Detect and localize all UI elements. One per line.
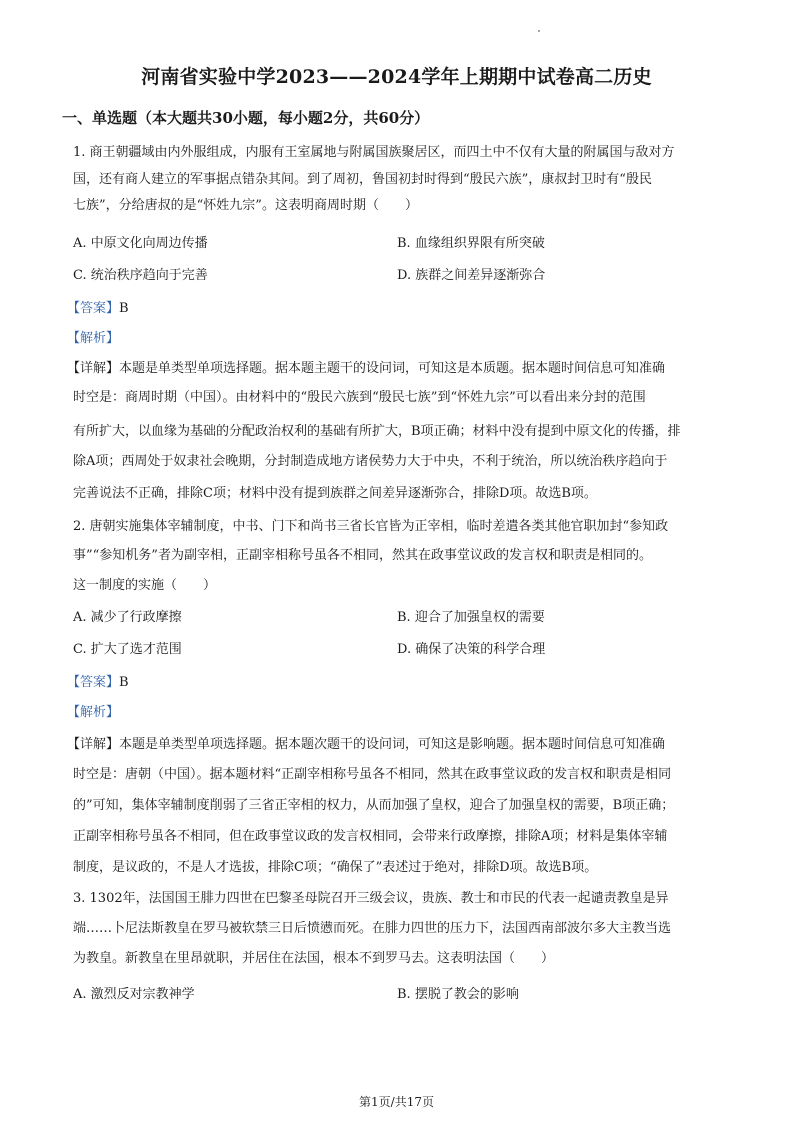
- q3-stem-line: 端……卜尼法斯教皇在罗马被软禁三日后愤懑而死。在腓力四世的压力下，法国西南部波尔多大主教当选: [73, 921, 672, 936]
- q2-option-d: D. 确保了决策的科学合理: [397, 642, 546, 657]
- q1-stem-line: 1. 商王朝疆域由内外服组成，内服有王室属地与附属国族聚居区，而四土中不仅有大量的附属国与敌对方: [73, 145, 675, 160]
- q2-detail-line: 的”可知，集体宰辅制度削弱了三省正宰相的权力，从而加强了皇权，迎合了加强皇权的需要，B项正确；: [73, 798, 675, 813]
- q3-stem-line: 为教皇。新教皇在里昂就职，并居住在法国，根本不到罗马去。这表明法国（ ）: [73, 951, 555, 966]
- answer-label: 【答案】: [67, 675, 120, 690]
- q2-detail-line: 时空是：唐朝（中国）。据本题材料“正副宰相称号虽各不相同，然其在政事堂议政的发言权和职责是相同: [73, 767, 672, 782]
- q1-analysis-label: 【解析】: [67, 331, 120, 346]
- detail-text: 本题是单类型单项选择题。据本题次题干的设问词，可知这是影响题。据本题时间信息可知准确: [119, 737, 666, 752]
- q1-detail-line: [67, 357, 665, 376]
- detail-label: 【详解】: [67, 361, 120, 376]
- q1-stem-line: 七族”，分给唐叔的是“怀姓九宗”。这表明商周时期（ ）: [73, 198, 418, 213]
- section-heading: 一、单选题（本大题共30小题，每小题2分，共60分）: [62, 109, 430, 127]
- q2-option-a: A. 减少了行政摩擦: [73, 610, 182, 625]
- detail-text: 本题是单类型单项选择题。据本题主题干的设问词，可知这是本质题。据本题时间信息可知准确: [119, 361, 666, 376]
- q1-stem-line: 国，还有商人建立的军事据点错杂其间。到了周初，鲁国初封时得到“殷民六族”，康叔封卫时有“殷民: [73, 172, 652, 187]
- q2-stem-line: 2. 唐朝实施集体宰辅制度，中书、门下和尚书三省长官皆为正宰相，临时差遣各类其他官职加封“参知政: [73, 519, 669, 534]
- q3-option-a: A. 激烈反对宗教神学: [73, 987, 195, 1002]
- q2-detail-line: [67, 733, 665, 752]
- q1-detail-line: 时空是：商周时期（中国）。由材料中的“殷民六族到“殷民七族”到“怀姓九宗”可以看出来分封的范围: [73, 390, 646, 405]
- detail-label: 【详解】: [67, 737, 120, 752]
- document-title: 河南省实验中学2023——2024学年上期期中试卷高二历史: [141, 66, 652, 88]
- q3-stem-line: 3. 1302年，法国国王腓力四世在巴黎圣母院召开三级会议，贵族、教士和市民的代表一起谴责教皇是异: [73, 891, 669, 906]
- q1-detail-line: 除A项；西周处于奴隶社会晚期，分封制造成地方诸侯势力大于中央，不利于统治，所以统治秩序趋向于: [73, 454, 668, 469]
- answer-value: B: [119, 301, 129, 316]
- page-number: 第1页/共17页: [359, 1095, 434, 1109]
- q1-detail-line: 完善说法不正确，排除C项；材料中没有提到族群之间差异逐渐弥合，排除D项。故选B项。: [73, 486, 597, 501]
- q1-option-a: A. 中原文化向周边传播: [73, 236, 208, 251]
- stray-dot: [538, 30, 540, 32]
- q3-option-b: B. 摆脱了教会的影响: [397, 987, 519, 1002]
- q2-detail-line: 正副宰相称号虽各不相同，但在政事堂议政的发言权相同，会带来行政摩擦，排除A项；材料是集体宰辅: [73, 829, 668, 844]
- q2-stem-line: 这一制度的实施（ ）: [73, 578, 217, 593]
- q1-answer: [67, 297, 129, 316]
- q2-detail-line: 制度，是议政的，不是人才选拔，排除C项；“确保了”表述过于绝对，排除D项。故选B项。: [73, 860, 598, 875]
- q1-option-c: C. 统治秩序趋向于完善: [73, 268, 208, 283]
- q1-option-b: B. 血缘组织界限有所突破: [397, 236, 545, 251]
- answer-value: B: [119, 675, 129, 690]
- q2-option-c: C. 扩大了选才范围: [73, 642, 182, 657]
- q2-stem-line: 事”“参知机务”者为副宰相，正副宰相称号虽各不相同，然其在政事堂议政的发言权和职责是相同的。: [73, 548, 652, 563]
- q1-detail-line: 有所扩大，以血缘为基础的分配政治权利的基础有所扩大，B项正确；材料中没有提到中原文化的传播，排: [73, 424, 681, 439]
- q2-option-b: B. 迎合了加强皇权的需要: [397, 610, 545, 625]
- q2-analysis-label: 【解析】: [67, 705, 120, 720]
- answer-label: 【答案】: [67, 301, 120, 316]
- q1-option-d: D. 族群之间差异逐渐弥合: [397, 268, 546, 283]
- q2-answer: [67, 671, 129, 690]
